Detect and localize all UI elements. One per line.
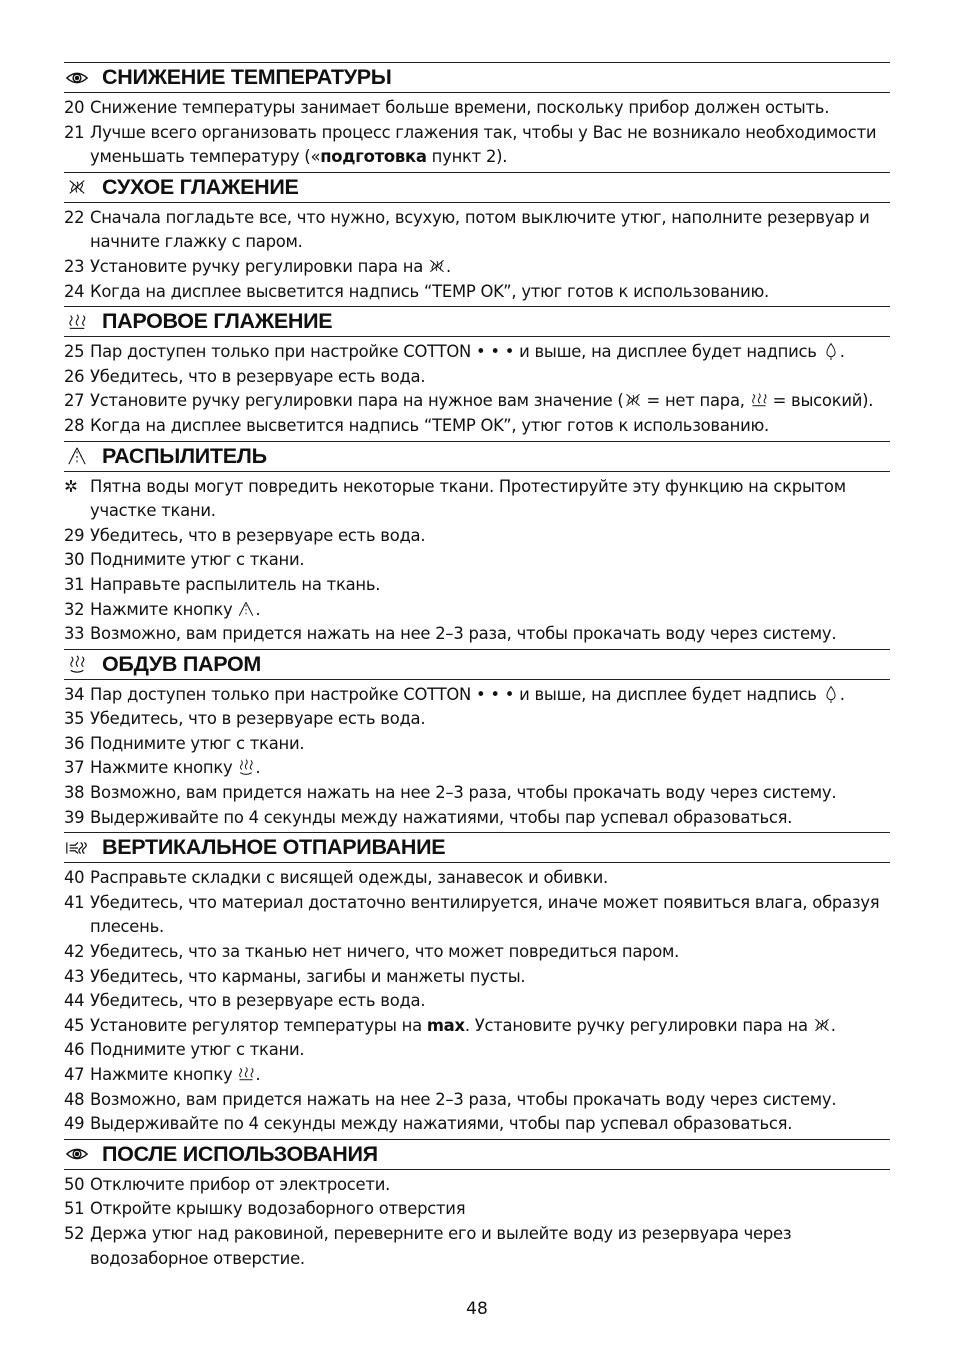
instruction-list xyxy=(64,472,890,647)
text-run: Пар доступен только при настройке COTTON • • • и выше, на дисплее будет надпись xyxy=(90,684,822,704)
text-run: Сначала погладьте все, что нужно, всухую, потом выключите утюг, наполните резервуар и начните глажку с паром. xyxy=(90,207,870,252)
steam-icon xyxy=(237,1065,255,1083)
section-heading xyxy=(64,649,890,680)
text-run: . xyxy=(839,684,845,704)
item-number: 45 xyxy=(64,1015,85,1035)
item-number: 26 xyxy=(64,366,85,386)
item-number: 27 xyxy=(64,391,85,411)
item-text xyxy=(90,806,890,831)
text-run: Возможно, вам придется нажать на нее 2–3 раза, чтобы прокачать воду через систему. xyxy=(90,624,837,644)
section-heading xyxy=(64,172,890,203)
text-run: Поднимите утюг с ткани. xyxy=(90,733,305,753)
shot-icon xyxy=(237,758,255,776)
item-number: 37 xyxy=(64,758,85,778)
text-run: . xyxy=(255,599,261,619)
instruction-list xyxy=(64,203,890,304)
text-run: Направьте распылитель на ткань. xyxy=(90,574,381,594)
instruction-item xyxy=(64,121,890,170)
item-text xyxy=(90,96,890,121)
dry-iron-icon xyxy=(813,1016,831,1034)
text-run: Отключите прибор от электросети. xyxy=(90,1174,391,1194)
dry-iron-icon xyxy=(428,257,446,275)
text-run: Поднимите утюг с ткани. xyxy=(90,1040,305,1060)
text-run: . xyxy=(255,1065,261,1084)
instruction-item xyxy=(64,866,890,891)
instruction-item xyxy=(64,96,890,121)
bold-term: max xyxy=(426,1015,465,1035)
item-text xyxy=(90,940,890,965)
instruction-item xyxy=(64,1112,890,1137)
instruction-item xyxy=(64,389,890,414)
item-number: 33 xyxy=(64,624,85,644)
instruction-item xyxy=(64,1014,890,1039)
item-text xyxy=(90,548,890,573)
instruction-item xyxy=(64,524,890,549)
instruction-item xyxy=(64,732,890,757)
text-run: Расправьте складки с висящей одежды, занавесок и обивки. xyxy=(90,868,608,888)
instruction-item xyxy=(64,573,890,598)
dry-iron-icon xyxy=(64,176,90,198)
item-text xyxy=(90,989,890,1014)
item-number: ✲ xyxy=(64,476,78,496)
text-run: Когда на дисплее высветится надпись “TEMP OK”, утюг готов к использованию. xyxy=(90,415,770,435)
steam-icon xyxy=(750,391,768,409)
text-run: Убедитесь, что материал достаточно вентилируется, иначе может появиться влага, образуя плесень. xyxy=(90,892,880,937)
instruction-list xyxy=(64,1170,890,1271)
text-run: Убедитесь, что в резервуаре есть вода. xyxy=(90,525,426,545)
text-run: Откройте крышку водозаборного отверстия xyxy=(90,1199,466,1219)
instruction-item xyxy=(64,756,890,781)
text-run: . xyxy=(830,1015,836,1035)
item-number: 38 xyxy=(64,783,85,803)
instruction-item xyxy=(64,340,890,365)
text-run: Пар доступен только при настройке COTTON • • • и выше, на дисплее будет надпись xyxy=(90,342,822,362)
document-page xyxy=(64,60,890,1271)
instruction-item xyxy=(64,1222,890,1271)
item-number: 23 xyxy=(64,256,85,276)
item-number: 42 xyxy=(64,942,85,962)
item-number: 49 xyxy=(64,1114,85,1134)
text-run: Пятна воды могут повредить некоторые ткани. Протестируйте эту функцию на скрытом участке ткани. xyxy=(90,476,846,521)
item-text xyxy=(90,206,890,255)
item-text xyxy=(90,781,890,806)
instruction-item xyxy=(64,683,890,708)
instruction-list xyxy=(64,680,890,831)
text-run: Когда на дисплее высветится надпись “TEMP OK”, утюг готов к использованию. xyxy=(90,281,770,301)
text-run: Убедитесь, что в резервуаре есть вода. xyxy=(90,366,426,386)
shot-icon xyxy=(64,653,90,675)
item-text xyxy=(90,598,890,623)
section-heading xyxy=(64,1139,890,1170)
instruction-item xyxy=(64,598,890,623)
item-text xyxy=(90,573,890,598)
item-number: 29 xyxy=(64,525,85,545)
section-title: ПОСЛЕ ИСПОЛЬЗОВАНИЯ xyxy=(102,1141,378,1166)
item-text xyxy=(90,475,890,524)
item-text xyxy=(90,1088,890,1113)
section-title: СУХОЕ ГЛАЖЕНИЕ xyxy=(102,174,299,199)
instruction-item xyxy=(64,475,890,524)
text-run: . xyxy=(839,342,845,362)
item-text xyxy=(90,1197,890,1222)
item-text xyxy=(90,524,890,549)
item-number: 34 xyxy=(64,684,85,704)
eye-icon xyxy=(64,67,90,89)
eye-icon xyxy=(64,1143,90,1165)
item-text xyxy=(90,756,890,781)
item-text xyxy=(90,732,890,757)
instruction-item xyxy=(64,965,890,990)
item-number: 28 xyxy=(64,415,85,435)
instruction-item xyxy=(64,940,890,965)
item-number: 25 xyxy=(64,342,85,362)
instruction-item xyxy=(64,806,890,831)
instruction-item xyxy=(64,548,890,573)
instruction-list xyxy=(64,337,890,438)
item-text xyxy=(90,1038,890,1063)
item-text xyxy=(90,340,890,365)
page-number: 48 xyxy=(466,1299,488,1319)
instruction-item xyxy=(64,1063,890,1088)
spray-icon xyxy=(237,600,255,618)
instruction-item xyxy=(64,206,890,255)
item-text xyxy=(90,255,890,280)
text-run: Выдерживайте по 4 секунды между нажатиями, чтобы пар успевал образоваться. xyxy=(90,807,793,827)
item-text xyxy=(90,683,890,708)
item-text xyxy=(90,389,890,414)
item-number: 31 xyxy=(64,574,85,594)
text-run: Держа утюг над раковиной, переверните его и вылейте воду из резервуара через водозаборное отверстие. xyxy=(90,1223,792,1268)
text-run: Установите ручку регулировки пара на нужное вам значение ( xyxy=(90,391,624,411)
spray-icon xyxy=(64,445,90,467)
section-heading xyxy=(64,62,890,93)
instruction-item xyxy=(64,365,890,390)
text-run: Возможно, вам придется нажать на нее 2–3 раза, чтобы прокачать воду через систему. xyxy=(90,783,837,803)
item-number: 20 xyxy=(64,98,85,117)
item-number: 41 xyxy=(64,892,85,912)
item-number: 32 xyxy=(64,599,85,619)
section-heading xyxy=(64,306,890,337)
item-text xyxy=(90,1173,890,1198)
section-heading xyxy=(64,832,890,863)
instruction-item xyxy=(64,1173,890,1198)
item-text xyxy=(90,1014,890,1039)
item-text xyxy=(90,1063,890,1088)
item-text xyxy=(90,280,890,305)
dry-iron-icon xyxy=(624,391,642,409)
item-number: 30 xyxy=(64,550,85,570)
item-number: 36 xyxy=(64,733,85,753)
item-text xyxy=(90,1112,890,1137)
text-run: . Установите ручку регулировки пара на xyxy=(464,1015,813,1035)
text-run: пункт 2). xyxy=(426,147,508,167)
item-number: 40 xyxy=(64,868,85,888)
item-number: 24 xyxy=(64,281,85,301)
instruction-item xyxy=(64,255,890,280)
item-number: 46 xyxy=(64,1040,85,1060)
instruction-item xyxy=(64,414,890,439)
bold-term: подготовка xyxy=(320,147,427,167)
item-number: 43 xyxy=(64,966,85,986)
item-number: 48 xyxy=(64,1089,85,1109)
instruction-item xyxy=(64,989,890,1014)
item-number: 52 xyxy=(64,1223,85,1243)
section-title: ОБДУВ ПАРОМ xyxy=(102,651,261,676)
item-text xyxy=(90,622,890,647)
item-text xyxy=(90,866,890,891)
item-text xyxy=(90,121,890,170)
item-text xyxy=(90,365,890,390)
instruction-list xyxy=(64,863,890,1137)
section-heading xyxy=(64,441,890,472)
text-run: Выдерживайте по 4 секунды между нажатиями, чтобы пар успевал образоваться. xyxy=(90,1114,793,1134)
text-run: Возможно, вам придется нажать на нее 2–3 раза, чтобы прокачать воду через систему. xyxy=(90,1089,837,1109)
text-run: = нет пара, xyxy=(641,391,750,411)
steam-icon xyxy=(64,311,90,333)
section-title: ПАРОВОЕ ГЛАЖЕНИЕ xyxy=(102,309,333,334)
text-run: Лучше всего организовать процесс глажения так, чтобы у Вас не возникало необходимости уменьшать температуру (« xyxy=(90,122,877,167)
text-run: Убедитесь, что в резервуаре есть вода. xyxy=(90,991,426,1011)
section-title: ВЕРТИКАЛЬНОЕ ОТПАРИВАНИЕ xyxy=(102,835,446,860)
instruction-item xyxy=(64,280,890,305)
text-run: Убедитесь, что карманы, загибы и манжеты пусты. xyxy=(90,966,526,986)
text-run: Поднимите утюг с ткани. xyxy=(90,550,305,570)
text-run: = высокий). xyxy=(767,391,874,411)
text-run: Установите ручку регулировки пара на xyxy=(90,256,429,276)
instruction-item xyxy=(64,622,890,647)
text-run: Убедитесь, что в резервуаре есть вода. xyxy=(90,709,426,729)
item-text xyxy=(90,1222,890,1271)
item-number: 51 xyxy=(64,1199,85,1219)
instruction-item xyxy=(64,1197,890,1222)
instruction-list xyxy=(64,93,890,170)
vertical-steam-icon xyxy=(64,837,90,859)
text-run: Убедитесь, что за тканью нет ничего, что может повредиться паром. xyxy=(90,942,680,962)
item-text xyxy=(90,707,890,732)
text-run: Снижение температуры занимает больше времени, поскольку прибор должен остыть. xyxy=(90,98,830,117)
instruction-item xyxy=(64,707,890,732)
instruction-item xyxy=(64,891,890,940)
item-number: 44 xyxy=(64,991,85,1011)
text-run: . xyxy=(255,758,261,778)
item-number: 47 xyxy=(64,1065,85,1084)
text-run: . xyxy=(446,256,451,276)
item-text xyxy=(90,965,890,990)
steam-drop-icon xyxy=(822,685,840,703)
text-run: Нажмите кнопку xyxy=(90,599,238,619)
section-title: СНИЖЕНИЕ ТЕМПЕРАТУРЫ xyxy=(102,65,392,89)
section-title: РАСПЫЛИТЕЛЬ xyxy=(102,443,267,468)
text-run: Установите регулятор температуры на xyxy=(90,1015,427,1035)
text-run: Нажмите кнопку xyxy=(90,758,238,778)
item-text xyxy=(90,414,890,439)
steam-drop-icon xyxy=(822,342,840,360)
item-number: 50 xyxy=(64,1174,85,1194)
item-number: 21 xyxy=(64,122,85,142)
instruction-item xyxy=(64,781,890,806)
instruction-item xyxy=(64,1088,890,1113)
item-text xyxy=(90,891,890,940)
instruction-item xyxy=(64,1038,890,1063)
text-run: Нажмите кнопку xyxy=(90,1065,238,1084)
item-number: 35 xyxy=(64,709,85,729)
item-number: 22 xyxy=(64,207,85,227)
item-number: 39 xyxy=(64,807,85,827)
